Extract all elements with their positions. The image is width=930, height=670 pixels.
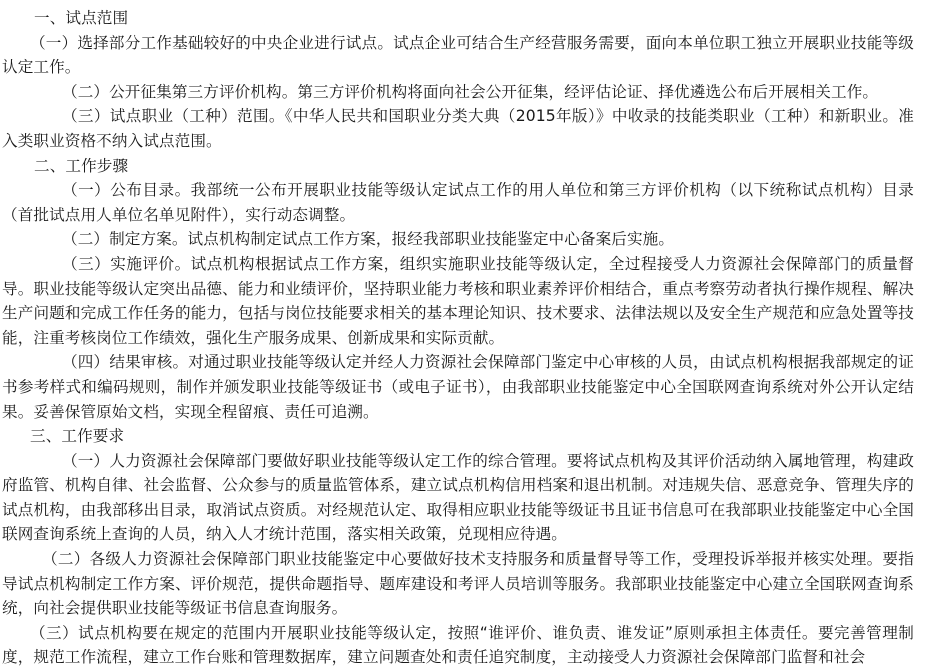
section-3-item-3: （三）试点机构要在规定的范围内开展职业技能等级认定，按照“谁评价、谁负责、谁发证”原则承担主体责任。要完善管理制度，规范工作流程，建立工作台账和管理数据库，建立问题查处和责任追究制度，主动接受人力资源社会保障部门监督和社会	[2, 623, 914, 667]
section-2-heading: 二、工作步骤	[34, 156, 129, 175]
section-1-item-3: （三）试点职业（工种）范围。《中华人民共和国职业分类大典（2015年版）》中收录的技能类职业（工种）和新职业。准入类职业资格不纳入试点范围。	[2, 107, 914, 150]
section-3-item-2: （二）各级人力资源社会保障部门职业技能鉴定中心要做好技术支持服务和质量督导等工作，受理投诉举报并核实处理。要指导试点机构制定工作方案、评价规范，提供命题指导、题库建设和考评人员培训等服务。我部职业技能鉴定中心建立全国联网查询系统，向社会提供职业技能等级证书信息查询服务。	[2, 550, 914, 618]
section-2-item-2: （二）制定方案。试点机构制定试点工作方案，报经我部职业技能鉴定中心备案后实施。	[62, 230, 675, 249]
section-1-item-1: （一）选择部分工作基础较好的中央企业进行试点。试点企业可结合生产经营服务需要，面向本单位职工独立开展职业技能等级认定工作。	[2, 33, 914, 77]
section-2-item-1: （一）公布目录。我部统一公布开展职业技能等级认定试点工作的用人单位和第三方评价机构（以下统称试点机构）目录（首批试点用人单位名单见附件），实行动态调整。	[2, 181, 914, 224]
section-3-heading: 三、工作要求	[30, 427, 125, 446]
section-1-item-2: （二）公开征集第三方评价机构。第三方评价机构将面向社会公开征集，经评估论证、择优遴选公布后开展相关工作。	[62, 82, 879, 101]
section-2-item-3: （三）实施评价。试点机构根据试点工作方案，组织实施职业技能等级认定，全过程接受人力资源社会保障部门的质量督导。职业技能等级认定突出品德、能力和业绩评价，坚持职业能力考核和职业素养评价相结合，重点考察劳动者执行操作规程、解决生产问题和完成工作任务的能力，包括与岗位技能要求相关的基本理论知识、技术要求、法律法规以及安全生产规范和应急处置等技能，注重考核岗位工作绩效，强化生产服务成果、创新成果和实际贡献。	[2, 254, 914, 347]
section-1-heading: 一、试点范围	[34, 9, 129, 27]
section-3-item-1: （一）人力资源社会保障部门要做好职业技能等级认定工作的综合管理。要将试点机构及其评价活动纳入属地管理，构建政府监管、机构自律、社会监督、公众参与的质量监管体系，建立试点机构信用档案和退出机制。对违规失信、恶意竞争、管理失序的试点机构，由我部移出目录，取消试点资质。对经规范认定、取得相应职业技能等级证书且证书信息可在我部职业技能鉴定中心全国联网查询系统上查询的人员，纳入人才统计范围，落实相关政策，兑现相应待遇。	[2, 451, 914, 544]
section-2-item-4: （四）结果审核。对通过职业技能等级认定并经人力资源社会保障部门鉴定中心审核的人员，由试点机构根据我部规定的证书参考样式和编码规则，制作并颁发职业技能等级证书（或电子证书），由我部职业技能鉴定中心全国联网查询系统对外公开认定结果。妥善保管原始文档，实现全程留痕、责任可追溯。	[2, 353, 914, 421]
